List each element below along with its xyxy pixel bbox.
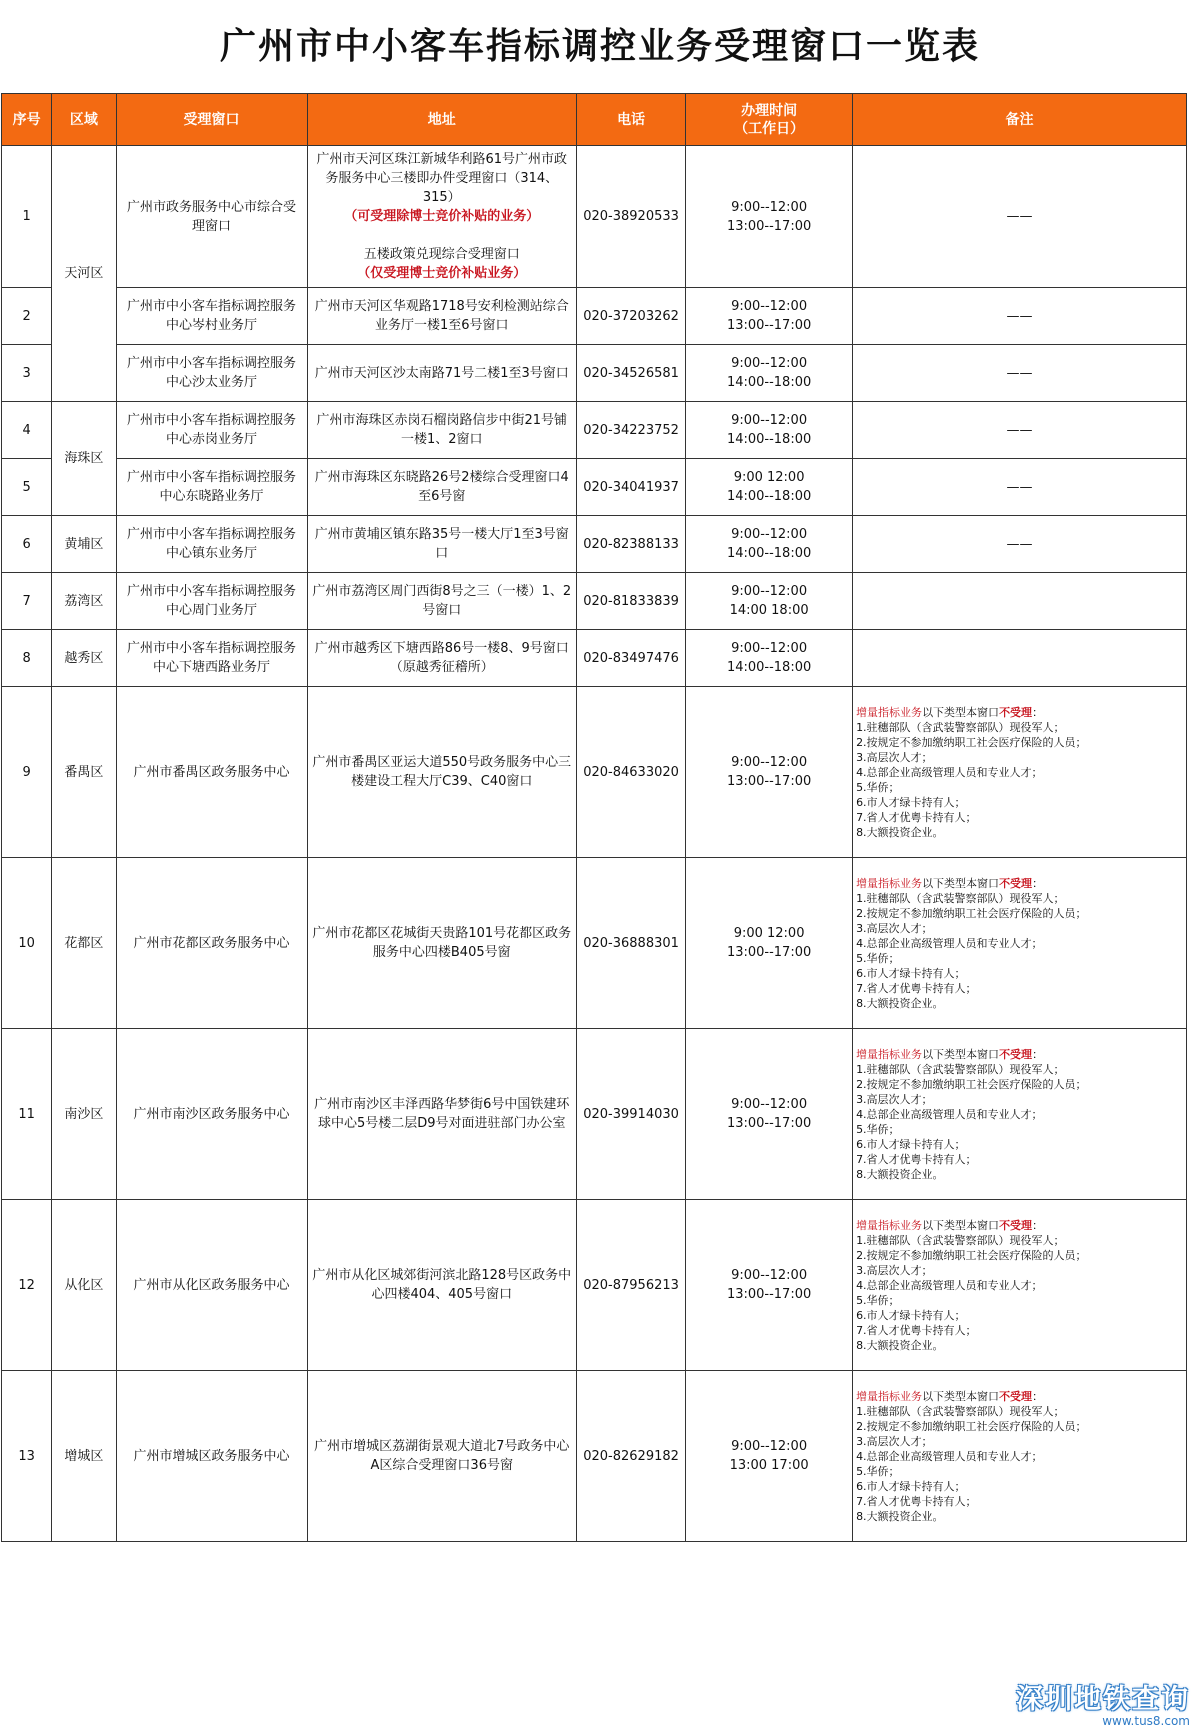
address-cell: 广州市天河区华观路1718号安利检测站综合业务厅一楼1至6号窗口 <box>307 288 577 345</box>
table-row <box>2 345 1187 402</box>
phone-cell: 020-34041937 <box>577 459 686 516</box>
window-name-cell: 广州市南沙区政务服务中心 <box>116 1029 307 1200</box>
remarks-heading-text: 以下类型本窗口 <box>922 705 1000 719</box>
remarks-list-item: 6.市人才绿卡持有人； <box>856 1137 966 1151</box>
table-row <box>2 1371 1187 1542</box>
remarks-list-item: 4.总部企业高级管理人员和专业人才； <box>856 936 1043 950</box>
row-seq: 9 <box>2 687 52 858</box>
remarks-list-item: 8.大额投资企业。 <box>856 1338 944 1352</box>
remarks-heading <box>856 1218 1183 1233</box>
district-cell: 增城区 <box>52 1371 116 1542</box>
remarks-list-item: 1.驻穗部队（含武装警察部队）现役军人； <box>856 720 1065 734</box>
remarks-heading <box>856 876 1183 891</box>
remarks-cell: —— <box>853 146 1187 288</box>
remarks-heading-text: ： <box>1032 705 1044 719</box>
table-row <box>2 402 1187 459</box>
remarks-cell <box>853 687 1187 858</box>
remarks-list-item: 8.大额投资企业。 <box>856 1509 944 1523</box>
phone-cell: 020-83497476 <box>577 630 686 687</box>
district-cell: 越秀区 <box>52 630 116 687</box>
remarks-list-item: 5.华侨； <box>856 1293 900 1307</box>
remarks-list-item: 6.市人才绿卡持有人； <box>856 966 966 980</box>
table-row <box>2 516 1187 573</box>
district-cell: 番禺区 <box>52 687 116 858</box>
remarks-list-item: 5.华侨； <box>856 780 900 794</box>
row-seq: 13 <box>2 1371 52 1542</box>
hours-cell: 9:00--12:00 14:00--18:00 <box>686 402 853 459</box>
table-row <box>2 630 1187 687</box>
hours-cell: 9:00--12:00 14:00--18:00 <box>686 345 853 402</box>
phone-cell: 020-34526581 <box>577 345 686 402</box>
remarks-list-item: 4.总部企业高级管理人员和专业人才； <box>856 1449 1043 1463</box>
address-cell: 广州市天河区沙太南路71号二楼1至3号窗口 <box>307 345 577 402</box>
address-scope-note: （可受理除博士竞价补贴的业务） <box>344 209 540 224</box>
table-row <box>2 146 1187 288</box>
district-cell: 荔湾区 <box>52 573 116 630</box>
remarks-cell: —— <box>853 288 1187 345</box>
header-seq: 序号 <box>2 94 52 146</box>
service-window-table <box>1 93 1187 1542</box>
header-phone: 电话 <box>577 94 686 146</box>
remarks-heading-emphasis: 不受理 <box>999 1389 1033 1403</box>
remarks-list-item: 5.华侨； <box>856 1464 900 1478</box>
remarks-heading <box>856 705 1183 720</box>
phone-cell: 020-82629182 <box>577 1371 686 1542</box>
window-name-cell: 广州市中小客车指标调控服务中心赤岗业务厅 <box>116 402 307 459</box>
address-cell: 广州市海珠区赤岗石榴岗路信步中街21号铺一楼1、2窗口 <box>307 402 577 459</box>
remarks-list-item: 8.大额投资企业。 <box>856 1167 944 1181</box>
hours-cell: 9:00 12:00 13:00--17:00 <box>686 858 853 1029</box>
table-row <box>2 858 1187 1029</box>
table-row <box>2 1029 1187 1200</box>
remarks-list-item: 7.省人才优粤卡持有人； <box>856 1494 977 1508</box>
phone-cell: 020-82388133 <box>577 516 686 573</box>
hours-cell: 9:00--12:00 13:00--17:00 <box>686 1029 853 1200</box>
phone-cell: 020-36888301 <box>577 858 686 1029</box>
row-seq: 10 <box>2 858 52 1029</box>
remarks-heading-text: ： <box>1032 1047 1044 1061</box>
remarks-list-item: 7.省人才优粤卡持有人； <box>856 1152 977 1166</box>
remarks-list-item: 7.省人才优粤卡持有人； <box>856 810 977 824</box>
row-seq: 2 <box>2 288 52 345</box>
remarks-list-item: 5.华侨； <box>856 951 900 965</box>
address-cell: 广州市增城区荔湖街景观大道北7号政务中心A区综合受理窗口36号窗 <box>307 1371 577 1542</box>
remarks-list-item: 7.省人才优粤卡持有人； <box>856 981 977 995</box>
remarks-list-item: 5.华侨； <box>856 1122 900 1136</box>
remarks-heading-red: 增量指标业务 <box>856 1047 923 1061</box>
header-window: 受理窗口 <box>116 94 307 146</box>
row-seq: 11 <box>2 1029 52 1200</box>
district-cell: 海珠区 <box>52 402 116 516</box>
address-cell: 广州市荔湾区周门西街8号之三（一楼）1、2号窗口 <box>307 573 577 630</box>
remarks-list-item: 3.高层次人才； <box>856 1263 933 1277</box>
address-cell: 广州市黄埔区镇东路35号一楼大厅1至3号窗口 <box>307 516 577 573</box>
watermark-logo-text: 深圳地铁查询 <box>1016 1684 1190 1715</box>
hours-cell: 9:00--12:00 14:00--18:00 <box>686 630 853 687</box>
header-remarks: 备注 <box>853 94 1187 146</box>
header-hours: 办理时间 （工作日） <box>686 94 853 146</box>
site-watermark <box>1016 1677 1190 1728</box>
remarks-list-item: 8.大额投资企业。 <box>856 825 944 839</box>
table-row <box>2 1200 1187 1371</box>
row-seq: 6 <box>2 516 52 573</box>
hours-cell: 9:00--12:00 13:00 17:00 <box>686 1371 853 1542</box>
district-cell: 花都区 <box>52 858 116 1029</box>
remarks-heading-red: 增量指标业务 <box>856 1218 923 1232</box>
hours-cell: 9:00--12:00 14:00--18:00 <box>686 516 853 573</box>
window-name-cell: 广州市中小客车指标调控服务中心周门业务厅 <box>116 573 307 630</box>
address-cell: 广州市番禺区亚运大道550号政务服务中心三楼建设工程大厅C39、C40窗口 <box>307 687 577 858</box>
remarks-heading-red: 增量指标业务 <box>856 1389 923 1403</box>
window-name-cell: 广州市中小客车指标调控服务中心镇东业务厅 <box>116 516 307 573</box>
watermark-url: www.tus8.com <box>1102 1714 1190 1728</box>
phone-cell: 020-87956213 <box>577 1200 686 1371</box>
phone-cell: 020-37203262 <box>577 288 686 345</box>
remarks-list-item: 6.市人才绿卡持有人； <box>856 1308 966 1322</box>
remarks-list-item: 1.驻穗部队（含武装警察部队）现役军人； <box>856 891 1065 905</box>
row-seq: 8 <box>2 630 52 687</box>
window-name-cell: 广州市增城区政务服务中心 <box>116 1371 307 1542</box>
remarks-heading-text: 以下类型本窗口 <box>922 876 1000 890</box>
district-cell: 南沙区 <box>52 1029 116 1200</box>
table-header-row <box>2 94 1187 146</box>
remarks-list-item: 4.总部企业高级管理人员和专业人才； <box>856 765 1043 779</box>
remarks-cell: —— <box>853 402 1187 459</box>
remarks-heading <box>856 1389 1183 1404</box>
remarks-cell: —— <box>853 459 1187 516</box>
phone-cell: 020-39914030 <box>577 1029 686 1200</box>
hours-cell: 9:00--12:00 13:00--17:00 <box>686 687 853 858</box>
remarks-heading-emphasis: 不受理 <box>999 705 1033 719</box>
remarks-heading-text: 以下类型本窗口 <box>922 1218 1000 1232</box>
phone-cell: 020-38920533 <box>577 146 686 288</box>
table-row <box>2 459 1187 516</box>
header-address: 地址 <box>307 94 577 146</box>
address-cell: 广州市南沙区丰泽西路华梦街6号中国铁建环球中心5号楼二层D9号对面进驻部门办公室 <box>307 1029 577 1200</box>
district-cell: 天河区 <box>52 146 116 402</box>
remarks-cell <box>853 630 1187 687</box>
hours-cell: 9:00--12:00 13:00--17:00 <box>686 1200 853 1371</box>
table-row <box>2 288 1187 345</box>
address-text: 五楼政策兑现综合受理窗口 <box>363 247 520 262</box>
window-name-cell: 广州市中小客车指标调控服务中心下塘西路业务厅 <box>116 630 307 687</box>
window-name-cell: 广州市中小客车指标调控服务中心沙太业务厅 <box>116 345 307 402</box>
remarks-cell: —— <box>853 516 1187 573</box>
address-cell <box>307 146 577 288</box>
address-cell: 广州市花都区花城街天贵路101号花都区政务服务中心四楼B405号窗 <box>307 858 577 1029</box>
window-name-cell: 广州市中小客车指标调控服务中心东晓路业务厅 <box>116 459 307 516</box>
remarks-list-item: 3.高层次人才； <box>856 1434 933 1448</box>
address-text: 广州市天河区珠江新城华利路61号广州市政务服务中心三楼即办件受理窗口（314、315） <box>316 152 568 205</box>
remarks-heading-text: 以下类型本窗口 <box>922 1389 1000 1403</box>
window-name-cell: 广州市中小客车指标调控服务中心岑村业务厅 <box>116 288 307 345</box>
remarks-heading-emphasis: 不受理 <box>999 1047 1033 1061</box>
district-cell: 黄埔区 <box>52 516 116 573</box>
address-cell: 广州市越秀区下塘西路86号一楼8、9号窗口（原越秀征稽所） <box>307 630 577 687</box>
hours-cell: 9:00--12:00 13:00--17:00 <box>686 288 853 345</box>
hours-cell: 9:00--12:00 14:00 18:00 <box>686 573 853 630</box>
page-title: 广州市中小客车指标调控业务受理窗口一览表 <box>219 26 980 67</box>
remarks-list-item: 7.省人才优粤卡持有人； <box>856 1323 977 1337</box>
row-seq: 5 <box>2 459 52 516</box>
district-cell: 从化区 <box>52 1200 116 1371</box>
remarks-cell <box>853 858 1187 1029</box>
remarks-list-item: 1.驻穗部队（含武装警察部队）现役军人； <box>856 1404 1065 1418</box>
remarks-list-item: 2.按规定不参加缴纳职工社会医疗保险的人员； <box>856 906 1087 920</box>
remarks-heading-text: ： <box>1032 1218 1044 1232</box>
remarks-list-item: 3.高层次人才； <box>856 750 933 764</box>
remarks-list-item: 4.总部企业高级管理人员和专业人才； <box>856 1107 1043 1121</box>
window-name-cell: 广州市政务服务中心市综合受理窗口 <box>116 146 307 288</box>
remarks-heading-emphasis: 不受理 <box>999 1218 1033 1232</box>
remarks-heading-red: 增量指标业务 <box>856 876 923 890</box>
address-cell: 广州市从化区城郊街河滨北路128号区政务中心四楼404、405号窗口 <box>307 1200 577 1371</box>
window-name-cell: 广州市从化区政务服务中心 <box>116 1200 307 1371</box>
phone-cell: 020-34223752 <box>577 402 686 459</box>
row-seq: 7 <box>2 573 52 630</box>
remarks-heading-red: 增量指标业务 <box>856 705 923 719</box>
address-scope-note: （仅受理博士竞价补贴业务） <box>357 266 527 281</box>
remarks-list-item: 1.驻穗部队（含武装警察部队）现役军人； <box>856 1062 1065 1076</box>
remarks-list-item: 6.市人才绿卡持有人； <box>856 795 966 809</box>
remarks-cell <box>853 1029 1187 1200</box>
table-row <box>2 573 1187 630</box>
remarks-heading-text: 以下类型本窗口 <box>922 1047 1000 1061</box>
header-district: 区域 <box>52 94 116 146</box>
remarks-heading-text: ： <box>1032 1389 1044 1403</box>
hours-cell: 9:00--12:00 13:00--17:00 <box>686 146 853 288</box>
phone-cell: 020-84633020 <box>577 687 686 858</box>
table-row <box>2 687 1187 858</box>
remarks-cell <box>853 573 1187 630</box>
remarks-list-item: 2.按规定不参加缴纳职工社会医疗保险的人员； <box>856 1248 1087 1262</box>
remarks-cell <box>853 1371 1187 1542</box>
remarks-list-item: 1.驻穗部队（含武装警察部队）现役军人； <box>856 1233 1065 1247</box>
remarks-list-item: 2.按规定不参加缴纳职工社会医疗保险的人员； <box>856 1419 1087 1433</box>
row-seq: 1 <box>2 146 52 288</box>
remarks-list-item: 3.高层次人才； <box>856 921 933 935</box>
window-name-cell: 广州市番禺区政务服务中心 <box>116 687 307 858</box>
remarks-list-item: 2.按规定不参加缴纳职工社会医疗保险的人员； <box>856 735 1087 749</box>
remarks-heading <box>856 1047 1183 1062</box>
hours-cell: 9:00 12:00 14:00--18:00 <box>686 459 853 516</box>
window-name-cell: 广州市花都区政务服务中心 <box>116 858 307 1029</box>
address-cell: 广州市海珠区东晓路26号2楼综合受理窗口4至6号窗 <box>307 459 577 516</box>
remarks-heading-emphasis: 不受理 <box>999 876 1033 890</box>
remarks-heading-text: ： <box>1032 876 1044 890</box>
remarks-list-item: 3.高层次人才； <box>856 1092 933 1106</box>
remarks-list-item: 4.总部企业高级管理人员和专业人才； <box>856 1278 1043 1292</box>
row-seq: 3 <box>2 345 52 402</box>
remarks-list-item: 8.大额投资企业。 <box>856 996 944 1010</box>
phone-cell: 020-81833839 <box>577 573 686 630</box>
row-seq: 4 <box>2 402 52 459</box>
row-seq: 12 <box>2 1200 52 1371</box>
remarks-cell: —— <box>853 345 1187 402</box>
remarks-list-item: 2.按规定不参加缴纳职工社会医疗保险的人员； <box>856 1077 1087 1091</box>
remarks-list-item: 6.市人才绿卡持有人； <box>856 1479 966 1493</box>
remarks-cell <box>853 1200 1187 1371</box>
